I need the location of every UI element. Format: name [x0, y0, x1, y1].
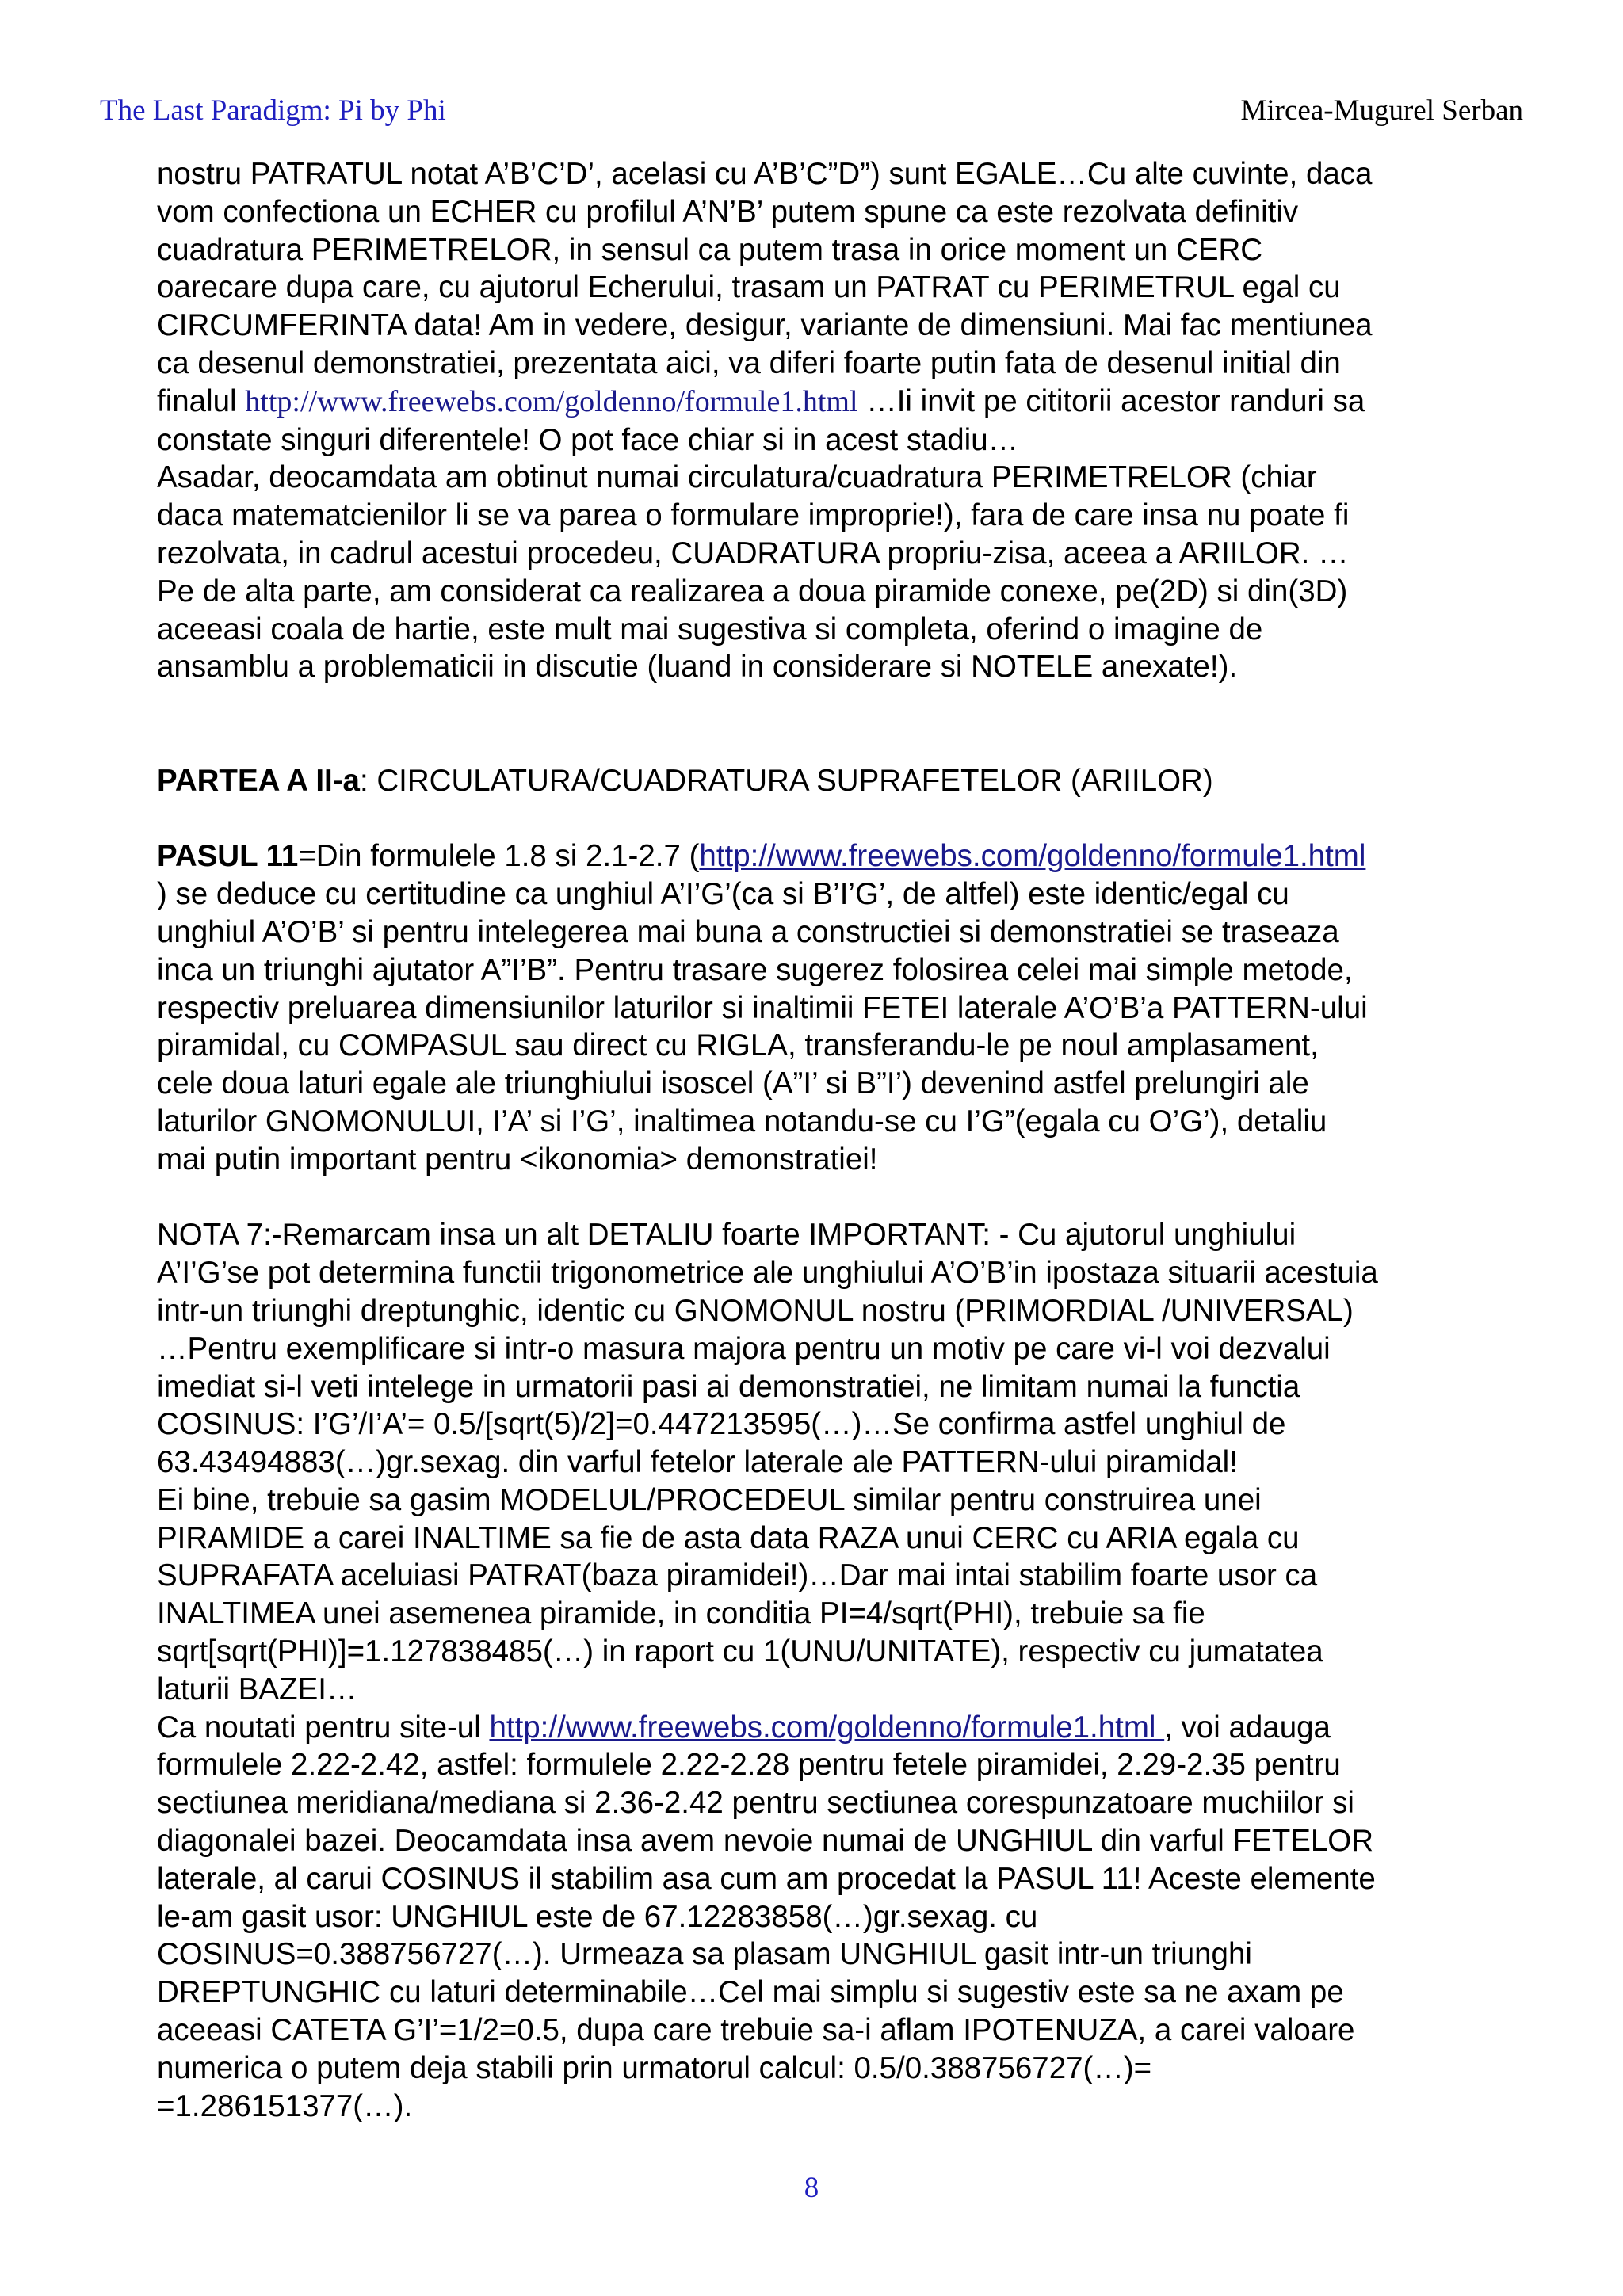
text-line: unghiul A’O’B’ si pentru intelegerea mai buna a constructiei si demonstratiei se traseaza — [157, 914, 1339, 949]
text-line: rezolvata, in cadrul acestui procedeu, CUADRATURA propriu-zisa, aceea a ARIILOR. … — [157, 536, 1349, 570]
header-title: The Last Paradigm: Pi by Phi — [100, 94, 446, 127]
text-line: aceeasi coala de hartie, este mult mai sugestiva si completa, oferind o imagine de — [157, 612, 1263, 646]
text-line: 63.43494883(…)gr.sexag. din varful fetelor laterale ale PATTERN-ului piramidal! — [157, 1445, 1238, 1480]
text-line: SUPRAFATA aceluiasi PATRAT(baza piramidei!)…Dar mai intai stabilim foarte usor ca — [157, 1558, 1318, 1593]
text-line: CIRCUMFERINTA data! Am in vedere, desigur, variante de dimensiuni. Mai fac mentiunea — [157, 308, 1373, 343]
text-line — [157, 1709, 1504, 1747]
formule-link[interactable]: http://www.freewebs.com/goldenno/formule1.html — [489, 1710, 1165, 1745]
heading-bold: PARTEA A II-a — [157, 763, 360, 798]
formule-link[interactable]: http://www.freewebs.com/goldenno/formule1.html — [699, 839, 1366, 874]
formule-link[interactable]: http://www.freewebs.com/goldenno/formule1.html — [245, 384, 858, 418]
text-fragment: finalul — [157, 383, 246, 418]
text-line: PIRAMIDE a carei INALTIME sa fie de asta data RAZA unui CERC cu ARIA egala cu — [157, 1520, 1300, 1555]
text-line: le-am gasit usor: UNGHIUL este de 67.12283858(…)gr.sexag. cu — [157, 1899, 1038, 1934]
text-line: ) se deduce cu certitudine ca unghiul A’I’G’(ca si B’I’G’, de altfel) este identic/egal cu — [157, 877, 1289, 912]
text-line: ansamblu a problematicii in discutie (luand in considerare si NOTELE anexate!). — [157, 650, 1238, 685]
text-line: =1.286151377(…). — [157, 2088, 413, 2123]
text-fragment: =Din formulele 1.8 si 2.1-2.7 ( — [298, 839, 700, 874]
paragraph-intro — [157, 155, 1504, 686]
text-line: numerica o putem deja stabili prin urmatorul calcul: 0.5/0.388756727(…)= — [157, 2050, 1152, 2085]
text-line: sqrt[sqrt(PHI)]=1.127838485(…) in raport cu 1(UNU/UNITATE), respectiv cu jumatatea — [157, 1634, 1323, 1669]
text-line — [157, 383, 1504, 421]
text-line: intr-un triunghi dreptunghic, identic cu GNOMONUL nostru (PRIMORDIAL /UNIVERSAL) — [157, 1293, 1354, 1328]
text-line: respectiv preluarea dimensiunilor laturilor si inaltimii FETEI laterale A’O’B’a PATTERN-ului — [157, 990, 1368, 1025]
text-fragment: Ca noutati pentru site-ul — [157, 1710, 490, 1745]
text-line: formulele 2.22-2.42, astfel: formulele 2.22-2.28 pentru fetele piramidei, 2.29-2.35 pentru — [157, 1748, 1341, 1783]
text-line: COSINUS=0.388756727(…). Urmeaza sa plasam UNGHIUL gasit intr-un triunghi — [157, 1937, 1252, 1972]
page-number: 8 — [804, 2172, 819, 2204]
text-line: DREPTUNGHIC cu laturi determinabile…Cel mai simplu si sugestiv este sa ne axam pe — [157, 1975, 1344, 2010]
text-line: aceeasi CATETA G’I’=1/2=0.5, dupa care trebuie sa-i aflam IPOTENUZA, a carei valoare — [157, 2013, 1355, 2048]
text-line: vom confectiona un ECHER cu profilul A’N’B’ putem spune ca este rezolvata definitiv — [157, 194, 1299, 229]
text-line: laturii BAZEI… — [157, 1672, 357, 1707]
text-line — [157, 837, 1504, 875]
text-line: cuadratura PERIMETRELOR, in sensul ca putem trasa in orice moment un CERC — [157, 232, 1263, 267]
text-line: piramidal, cu COMPASUL sau direct cu RIGLA, transferandu-le pe noul amplasament, — [157, 1028, 1319, 1063]
text-line: sectiunea meridiana/mediana si 2.36-2.42 pentru sectiunea corespunzatoare muchiilor si — [157, 1786, 1354, 1821]
text-line: ca desenul demonstratiei, prezentata aici, va diferi foarte putin fata de desenul initial din — [157, 345, 1341, 380]
text-line: Pe de alta parte, am considerat ca realizarea a doua piramide conexe, pe(2D) si din(3D) — [157, 574, 1348, 608]
text-line: laterale, al carui COSINUS il stabilim asa cum am procedat la PASUL 11! Aceste elemente — [157, 1861, 1376, 1896]
heading-rest: : CIRCULATURA/CUADRATURA SUPRAFETELOR (ARIILOR) — [359, 763, 1213, 798]
text-fragment: …Ii invit pe cititorii acestor randuri sa — [857, 383, 1365, 418]
text-line: daca matematcienilor li se va parea o formulare improprie!), fara de care insa nu poate fi — [157, 498, 1350, 533]
document-body — [157, 155, 1504, 2125]
text-line: laturilor GNOMONULUI, I’A’ si I’G’, inaltimea notandu-se cu I’G”(egala cu O’G’), detaliu — [157, 1104, 1327, 1138]
text-line: constate singuri diferentele! O pot face chiar si in acest stadiu… — [157, 422, 1019, 457]
text-line: A’I’G’se pot determina functii trigonometrice ale unghiului A’O’B’in ipostaza situarii acestuia — [157, 1256, 1378, 1291]
text-line: COSINUS: I’G’/I’A’= 0.5/[sqrt(5)/2]=0.447213595(…)…Se confirma astfel unghiul de — [157, 1407, 1286, 1442]
text-line: imediat si-l veti intelege in urmatorii pasi ai demonstratiei, ne limitam numai la functia — [157, 1369, 1300, 1404]
text-line: diagonalei bazei. Deocamdata insa avem nevoie numai de UNGHIUL din varful FETELOR — [157, 1824, 1374, 1859]
paragraph-pasul-11 — [157, 837, 1504, 1178]
header-author: Mircea-Mugurel Serban — [1240, 94, 1523, 127]
text-line: Ei bine, trebuie sa gasim MODELUL/PROCEDEUL similar pentru construirea unei — [157, 1482, 1262, 1517]
text-line: Asadar, deocamdata am obtinut numai circulatura/cuadratura PERIMETRELOR (chiar — [157, 460, 1317, 495]
paragraph-nota-7 — [157, 1216, 1504, 2125]
text-fragment: , voi adauga — [1164, 1710, 1331, 1745]
text-line: nostru PATRATUL notat A’B’C’D’, acelasi cu A’B’C”D”) sunt EGALE…Cu alte cuvinte, daca — [157, 157, 1373, 191]
text-line: mai putin important pentru <ikonomia> demonstratiei! — [157, 1142, 878, 1177]
text-line: NOTA 7:-Remarcam insa un alt DETALIU foarte IMPORTANT: - Cu ajutorul unghiului — [157, 1218, 1296, 1253]
text-line: oarecare dupa care, cu ajutorul Echerului, trasam un PATRAT cu PERIMETRUL egal cu — [157, 270, 1341, 305]
section-heading — [157, 762, 1504, 800]
text-line: INALTIMEA unei asemenea piramide, in conditia PI=4/sqrt(PHI), trebuie sa fie — [157, 1596, 1205, 1631]
pasul-bold: PASUL 11 — [157, 839, 299, 874]
text-line: …Pentru exemplificare si intr-o masura majora pentru un motiv pe care vi-l voi dezvalui — [157, 1331, 1331, 1366]
text-line: inca un triunghi ajutator A”I’B”. Pentru trasare sugerez folosirea celei mai simple metode, — [157, 952, 1353, 987]
page-header — [100, 93, 1523, 132]
text-line: cele doua laturi egale ale triunghiului isoscel (A”I’ si B”I’) devenind astfel prelungiri ale — [157, 1066, 1309, 1101]
